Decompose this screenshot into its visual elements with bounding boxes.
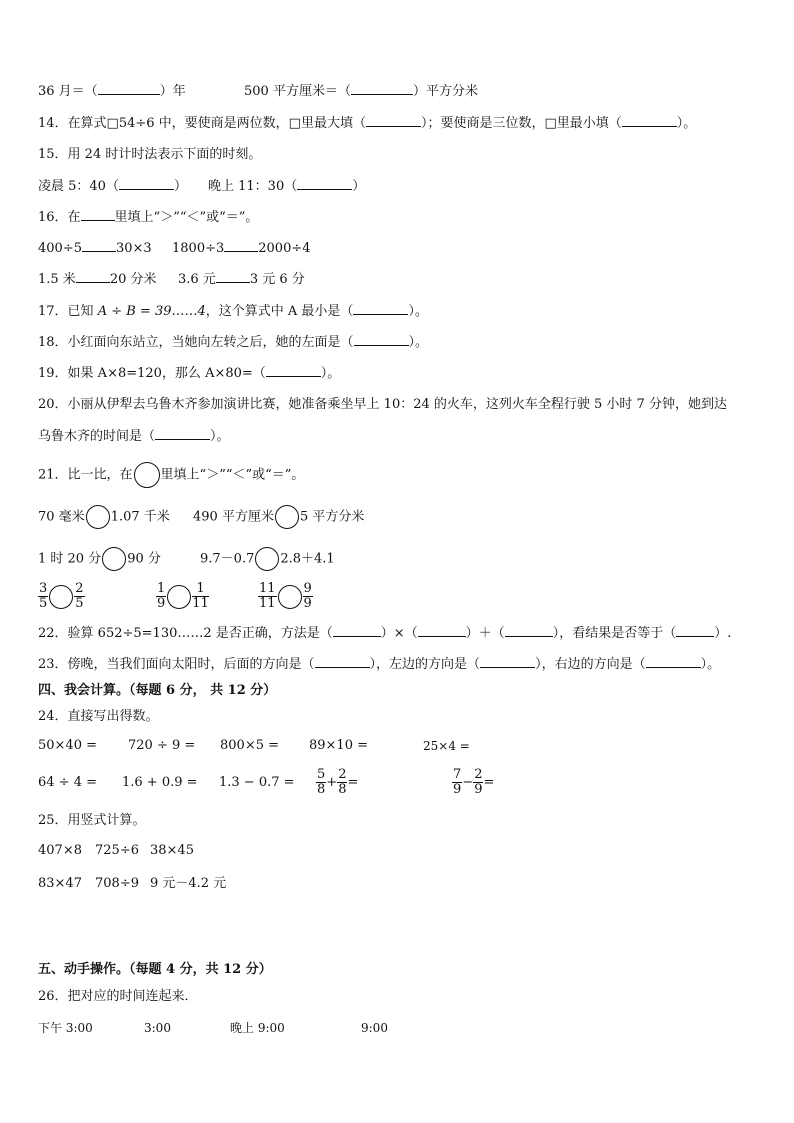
calc-item: 64 ÷ 4 =	[38, 775, 97, 790]
compare-circle[interactable]	[102, 547, 126, 571]
answer-blank[interactable]	[98, 83, 160, 95]
answer-blank[interactable]	[646, 656, 701, 668]
fraction: $\frac{7}{9}$	[453, 767, 462, 797]
question-15-b: 晚上 11：30（ ）	[208, 179, 366, 194]
answer-blank[interactable]	[82, 240, 116, 252]
compare-circle[interactable]	[278, 585, 302, 609]
q13-row	[38, 83, 186, 100]
question-23: 23．傍晚，当我们面向太阳时，后面的方向是（ ），左边的方向是（ ），右边的方向是（ ）。	[38, 657, 721, 672]
question-21-row1a: 70 毫米 1.07 千米	[38, 505, 170, 529]
question-21-fraction-3	[258, 582, 313, 612]
q13-b-text: 500 平方厘米＝（	[244, 84, 351, 99]
section-5-title: 五、动手操作。（每题 4 分，共 12 分）	[38, 962, 272, 977]
question-25-title: 25．用竖式计算。	[38, 813, 146, 828]
calc-item: 25×4 =	[423, 739, 470, 753]
question-21-fraction-2	[156, 582, 209, 612]
answer-blank[interactable]	[418, 625, 466, 637]
calc-item: 1.3 − 0.7 =	[219, 775, 295, 790]
question-15-a: 凌晨 5：40（ ）	[38, 179, 187, 194]
question-21-row1b: 490 平方厘米 5 平方分米	[193, 505, 364, 529]
vertical-calc-item: 708÷9	[95, 876, 139, 891]
answer-blank[interactable]	[353, 303, 408, 315]
compare-circle[interactable]	[49, 585, 73, 609]
question-19: 19．如果 A×8=120，那么 A×80=（ ）。	[38, 366, 341, 381]
answer-blank[interactable]	[351, 83, 413, 95]
question-21-row2a: 1 时 20 分 90 分	[38, 547, 161, 571]
question-16-row2a: 1.5 米 20 分米	[38, 272, 157, 287]
calc-item: 50×40 =	[38, 738, 98, 753]
fraction: $\frac{2}{9}$	[474, 767, 483, 797]
fraction: $\frac{2}{8}$	[338, 767, 347, 797]
vertical-calc-item: 407×8	[38, 843, 82, 858]
calc-item: 1.6 + 0.9 =	[122, 775, 198, 790]
answer-blank[interactable]	[505, 625, 553, 637]
question-21-row2b: 9.7－0.7 2.8＋4.1	[200, 547, 335, 571]
q17-expression: A ÷ B = 39……4	[97, 304, 206, 319]
vertical-calc-item: 83×47	[38, 876, 82, 891]
vertical-calc-item: 9 元－4.2 元	[150, 876, 227, 891]
question-16-row1a: 400÷5 30×3	[38, 241, 152, 256]
q13-a-unit: ）年	[159, 84, 186, 99]
answer-blank[interactable]	[224, 240, 258, 252]
fraction: $\frac{11}{11}$	[259, 581, 276, 611]
calc-fraction-a: $\frac{5}{8}$ + $\frac{2}{8}$ =	[317, 767, 359, 797]
question-20-line1: 20．小丽从伊犁去乌鲁木齐参加演讲比赛，她准备乘坐早上 10：24 的火车，这列火车全程行驶 5 小时 7 分钟，她到达	[38, 397, 727, 412]
answer-blank[interactable]	[622, 115, 677, 127]
question-26-title: 26．把对应的时间连起来．	[38, 989, 198, 1004]
calc-item: 800×5 =	[220, 738, 280, 753]
question-22: 22．验算 652÷5=130……2 是否正确，方法是（ ）×（ ）＋（ ），看结果是否等于（ ）.	[38, 626, 732, 641]
time-item[interactable]: 9:00	[361, 1021, 388, 1035]
q13-row-b	[244, 83, 478, 100]
question-21-title: 21．比一比，在 里填上“＞”“＜”或“＝”。	[38, 462, 304, 488]
question-16-row1b: 1800÷3 2000÷4	[172, 241, 311, 256]
time-item[interactable]: 晚上 9:00	[230, 1021, 285, 1035]
vertical-calc-item: 38×45	[150, 843, 194, 858]
fraction: $\frac{1}{11}$	[192, 581, 209, 611]
compare-circle[interactable]	[167, 585, 191, 609]
calc-item: 720 ÷ 9 =	[128, 738, 196, 753]
fraction: $\frac{1}{9}$	[157, 581, 166, 611]
vertical-calc-item: 725÷6	[95, 843, 139, 858]
time-item[interactable]: 下午 3:00	[38, 1021, 93, 1035]
answer-blank	[81, 209, 115, 221]
compare-circle[interactable]	[255, 547, 279, 571]
section-4-title: 四、我会计算。（每题 6 分， 共 12 分）	[38, 683, 277, 698]
answer-blank[interactable]	[76, 271, 110, 283]
answer-blank[interactable]	[676, 625, 714, 637]
question-15-title: 15．用 24 时计时法表示下面的时刻。	[38, 147, 262, 162]
answer-blank[interactable]	[366, 115, 421, 127]
question-20-line2: 乌鲁木齐的时间是（ ）。	[38, 429, 230, 444]
answer-blank[interactable]	[315, 656, 370, 668]
question-21-fractions	[38, 582, 85, 612]
fraction: $\frac{5}{8}$	[317, 767, 326, 797]
question-17: 17．已知 A ÷ B = 39……4，这个算式中 A 最小是（ ）。	[38, 304, 428, 319]
calc-fraction-b: $\frac{7}{9}$ − $\frac{2}{9}$ =	[453, 767, 495, 797]
compare-circle	[134, 462, 160, 488]
fraction: $\frac{9}{9}$	[303, 581, 312, 611]
answer-blank[interactable]	[155, 428, 210, 440]
calc-item: 89×10 =	[309, 738, 369, 753]
time-item[interactable]: 3:00	[144, 1021, 171, 1035]
question-16-row2b: 3.6 元 3 元 6 分	[178, 272, 305, 287]
fraction: $\frac{2}{5}$	[75, 581, 84, 611]
answer-blank[interactable]	[333, 625, 381, 637]
fraction: $\frac{3}{5}$	[39, 581, 48, 611]
answer-blank[interactable]	[119, 178, 174, 190]
compare-circle[interactable]	[275, 505, 299, 529]
q13-b-unit: ）平方分米	[412, 84, 478, 99]
answer-blank[interactable]	[480, 656, 535, 668]
question-18: 18．小红面向东站立，当她向左转之后，她的左面是（ ）。	[38, 335, 429, 350]
question-16-title: 16．在 里填上“＞”“＜”或“＝”。	[38, 210, 259, 225]
answer-blank[interactable]	[354, 334, 409, 346]
answer-blank[interactable]	[266, 365, 321, 377]
q13-a-text: 36 月＝（	[38, 84, 98, 99]
answer-blank[interactable]	[216, 271, 250, 283]
question-14: 14．在算式□54÷6 中，要使商是两位数，□里最大填（ ）；要使商是三位数，□里最小填（ ）。	[38, 116, 697, 131]
answer-blank[interactable]	[297, 178, 352, 190]
question-24-title: 24．直接写出得数。	[38, 709, 159, 724]
compare-circle[interactable]	[86, 505, 110, 529]
